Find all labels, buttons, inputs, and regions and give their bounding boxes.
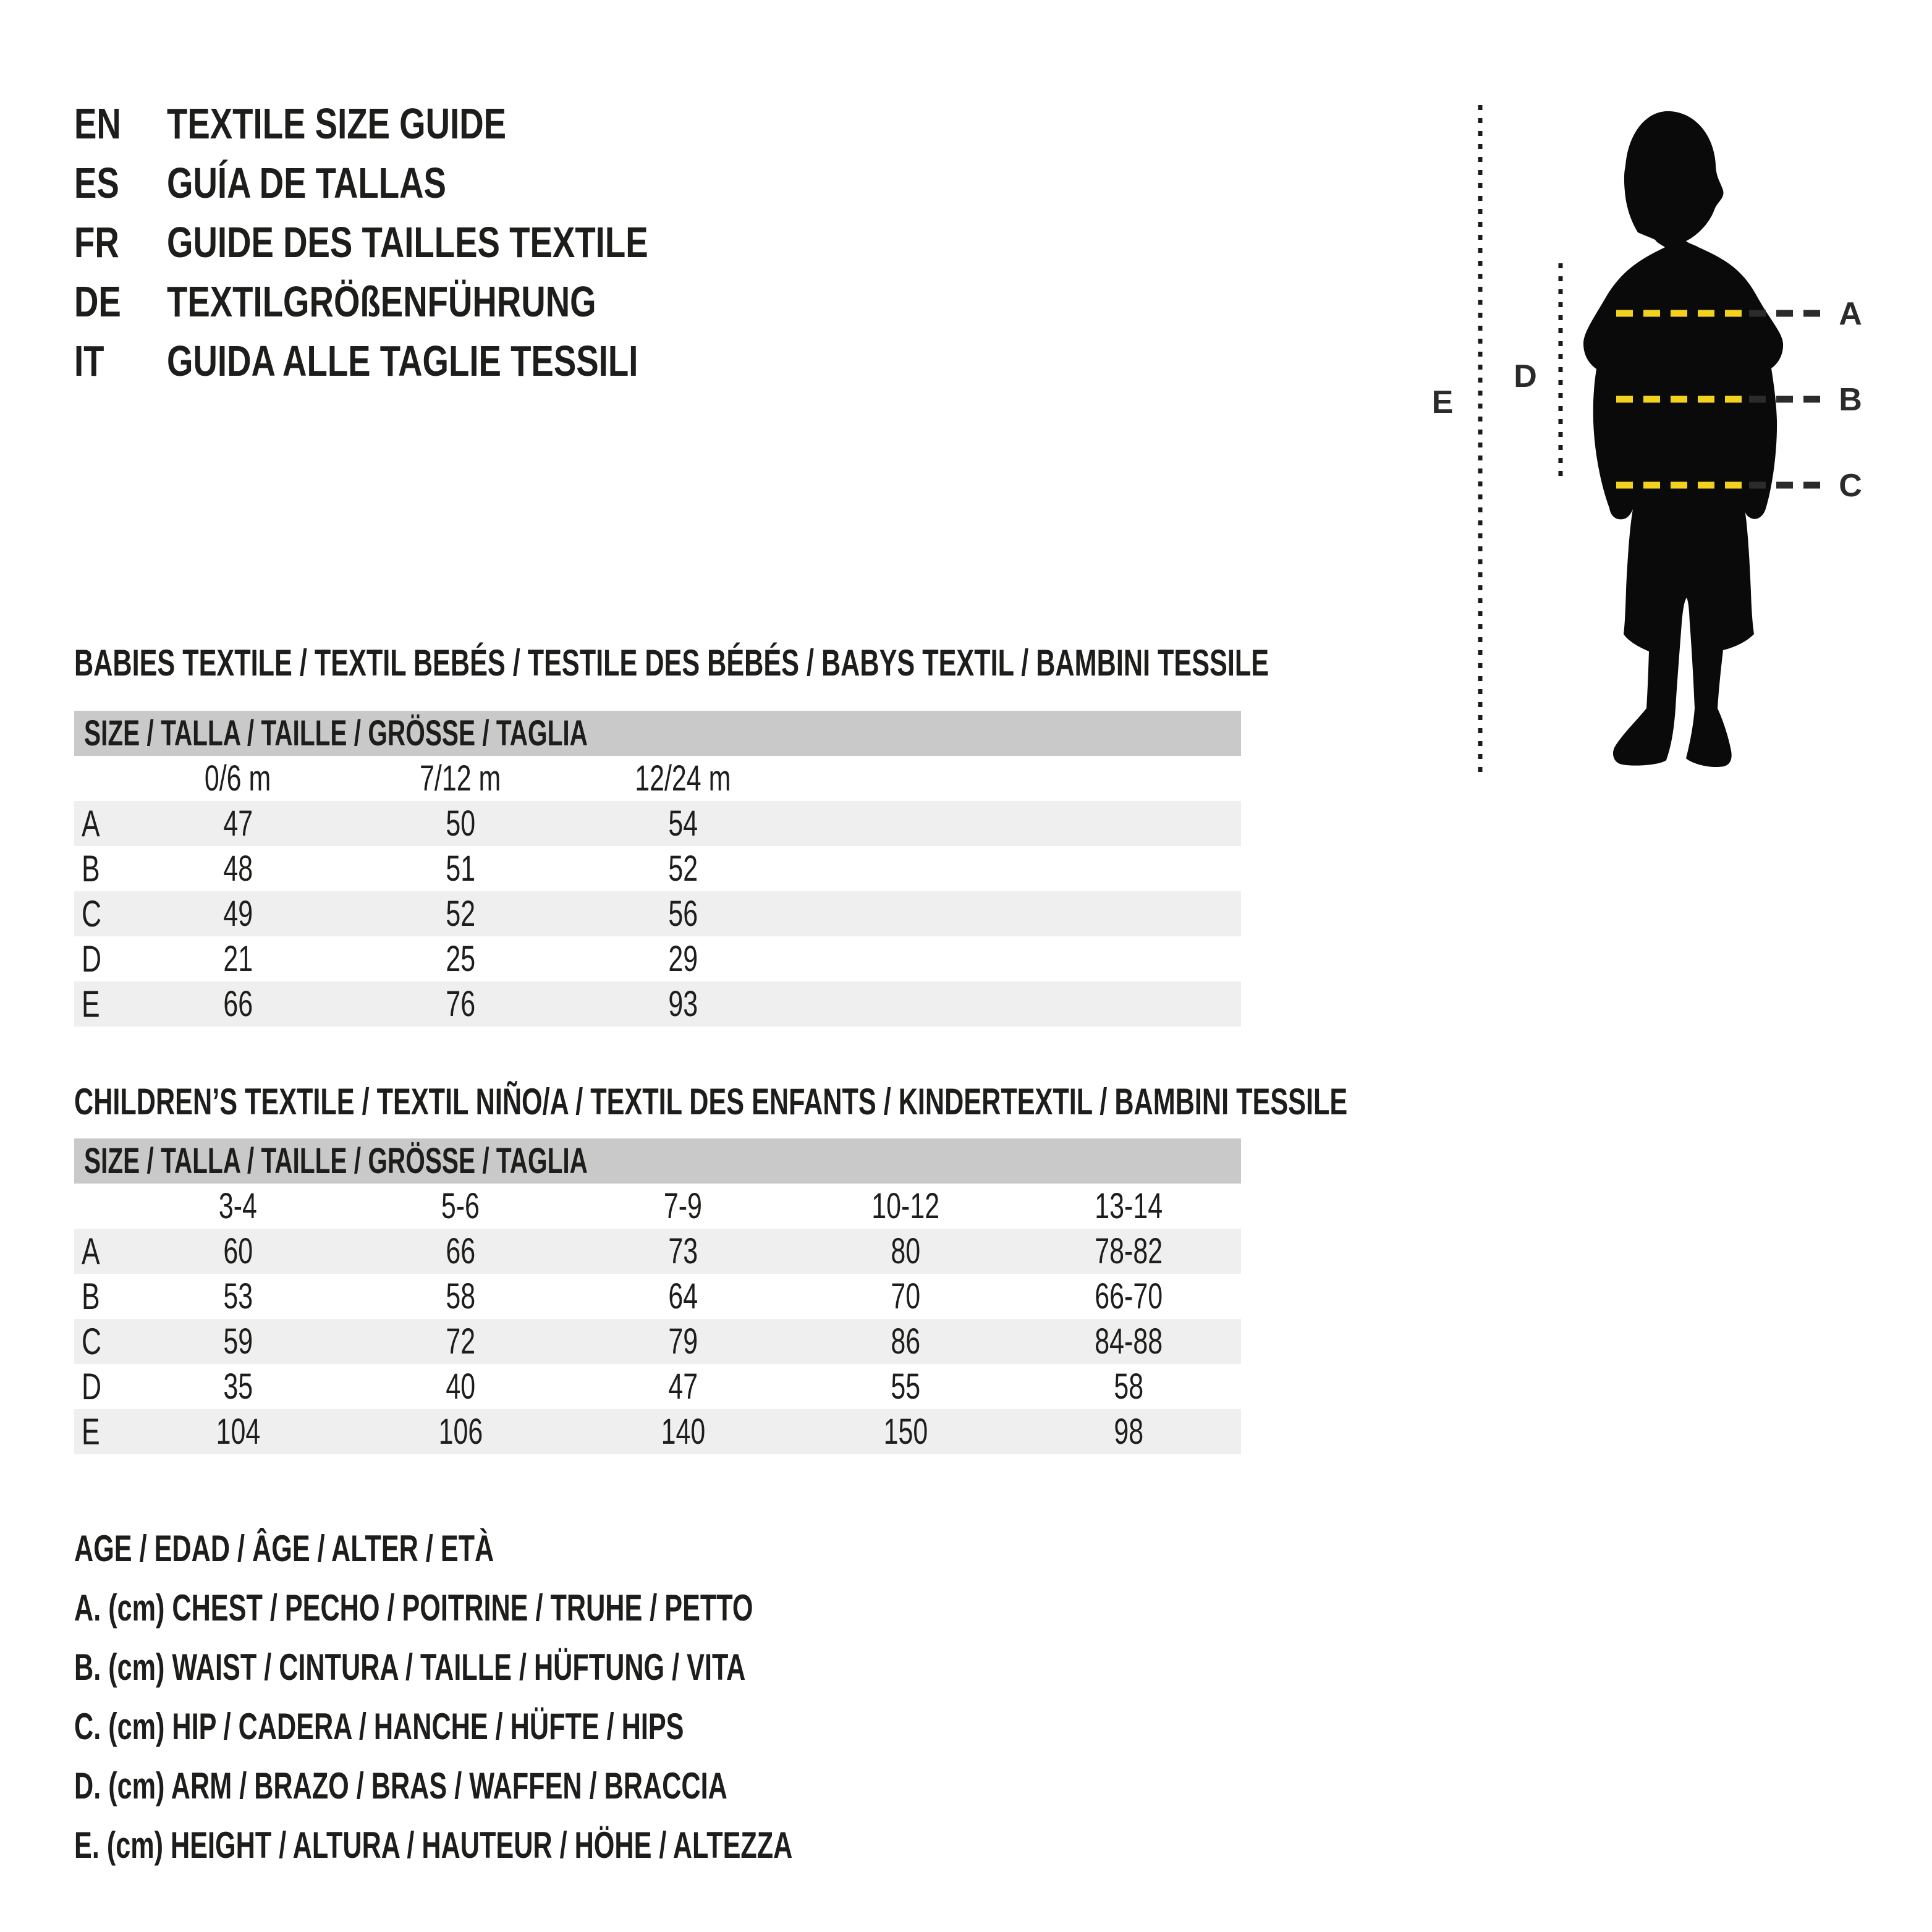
babies-table [74, 711, 1241, 1027]
value-cell [127, 891, 349, 936]
legend-line-text: E. (cm) HEIGHT / ALTURA / HAUTEUR / HÖHE / ALTEZZA [74, 1824, 793, 1866]
value-text: 59 [223, 1321, 253, 1362]
table-row [74, 801, 1241, 846]
language-list [74, 94, 784, 391]
value-cell [572, 1274, 794, 1319]
column-header-text: 7/12 m [420, 758, 501, 799]
value-cell [794, 1364, 1017, 1409]
legend-line [74, 1519, 1072, 1578]
row-label: E [82, 983, 100, 1025]
row-label-cell [74, 1409, 127, 1454]
value-text: 66 [223, 984, 253, 1024]
children-section-title [74, 1079, 1842, 1124]
value-cell [572, 801, 794, 846]
row-label: A [82, 803, 100, 844]
language-title-cell [167, 158, 525, 208]
value-cell [349, 981, 572, 1027]
value-cell [127, 801, 349, 846]
language-row [74, 94, 784, 153]
value-text: 150 [883, 1412, 928, 1452]
column-header [127, 756, 349, 801]
language-title-cell [167, 336, 771, 386]
column-header [572, 756, 794, 801]
value-text: 52 [446, 894, 475, 934]
value-cell [572, 846, 794, 891]
row-label-cell [74, 981, 127, 1027]
value-text: 21 [223, 939, 253, 979]
language-row [74, 331, 784, 391]
row-label-cell [74, 1319, 127, 1364]
value-text: 72 [446, 1321, 475, 1362]
legend-line-text: B. (cm) WAIST / CINTURA / TAILLE / HÜFTUNG / VITA [74, 1646, 746, 1688]
table-row [74, 1364, 1241, 1409]
value-text: 70 [891, 1276, 920, 1316]
value-cell [1017, 1364, 1241, 1409]
legend-line [74, 1697, 1072, 1756]
children-column-header-row [74, 1184, 1241, 1229]
column-header [572, 1184, 794, 1229]
language-row [74, 153, 784, 213]
column-header [349, 756, 572, 801]
legend-line-text: AGE / EDAD / ÂGE / ALTER / ETÀ [74, 1527, 494, 1569]
value-cell [1017, 1274, 1241, 1319]
column-header-text: 5-6 [441, 1186, 480, 1226]
value-text: 106 [438, 1412, 483, 1452]
language-code: IT [74, 337, 104, 385]
row-label-cell [74, 936, 127, 981]
babies-section-title-text: BABIES TEXTILE / TEXTIL BEBÉS / TESTILE DES BÉBÉS / BABYS TEXTIL / BAMBINI TESSILE [74, 642, 1269, 684]
table-row [74, 1319, 1241, 1364]
value-cell [127, 1274, 349, 1319]
column-header-text: 3-4 [218, 1186, 258, 1226]
measurement-diagram [1415, 56, 1932, 828]
value-text: 56 [668, 894, 698, 934]
table-row [74, 936, 1241, 981]
value-text: 35 [223, 1366, 253, 1407]
value-cell [127, 1364, 349, 1409]
language-title: GUIDA ALLE TAGLIE TESSILI [167, 337, 638, 385]
value-cell [127, 936, 349, 981]
row-label-cell [74, 1274, 127, 1319]
table-row [74, 1274, 1241, 1319]
value-text: 93 [668, 984, 698, 1024]
value-text: 60 [223, 1231, 253, 1271]
language-title-cell [167, 218, 784, 267]
children-size-header-bar [74, 1138, 1241, 1184]
value-cell [349, 801, 572, 846]
row-label: D [82, 938, 102, 980]
value-cell [794, 1409, 1017, 1454]
language-code-cell [74, 158, 167, 208]
value-cell [1017, 1229, 1241, 1274]
row-label-cell [74, 1364, 127, 1409]
babies-size-header-bar [74, 711, 1241, 756]
column-header-text: 13-14 [1095, 1186, 1163, 1226]
children-size-header-text: SIZE / TALLA / TAILLE / GRÖSSE / TAGLIA [84, 1141, 588, 1181]
value-text: 73 [668, 1231, 698, 1271]
value-text: 66-70 [1095, 1276, 1163, 1316]
table-row [74, 1409, 1241, 1454]
column-header-text: 10-12 [871, 1186, 939, 1226]
legend-line [74, 1756, 1072, 1815]
row-label: C [82, 1321, 102, 1362]
value-text: 51 [446, 849, 475, 889]
language-title-cell [167, 277, 718, 326]
value-cell [349, 846, 572, 891]
value-text: 48 [223, 849, 253, 889]
value-cell [349, 1274, 572, 1319]
column-header [794, 1184, 1017, 1229]
language-row [74, 213, 784, 272]
language-title-cell [167, 99, 602, 148]
value-cell [572, 1409, 794, 1454]
figure-label-d: D [1514, 358, 1537, 394]
value-cell [572, 981, 794, 1027]
row-label: A [82, 1231, 100, 1272]
value-text: 58 [446, 1276, 475, 1316]
children-table [74, 1138, 1241, 1454]
value-text: 54 [668, 803, 698, 844]
value-text: 76 [446, 984, 475, 1024]
value-text: 78-82 [1095, 1231, 1163, 1271]
figure-label-b: B [1839, 382, 1862, 418]
children-section-title-text: CHILDREN’S TEXTILE / TEXTIL NIÑO/A / TEXTIL DES ENFANTS / KINDERTEXTIL / BAMBINI TESSILE [74, 1080, 1348, 1122]
value-text: 140 [661, 1412, 705, 1452]
value-text: 47 [668, 1366, 698, 1407]
value-text: 80 [891, 1231, 920, 1271]
value-cell [127, 1229, 349, 1274]
babies-column-header-row [74, 756, 1241, 801]
value-text: 29 [668, 939, 698, 979]
value-cell [572, 1364, 794, 1409]
value-text: 64 [668, 1276, 698, 1316]
value-text: 98 [1114, 1412, 1144, 1452]
value-text: 86 [891, 1321, 920, 1362]
language-row [74, 272, 784, 331]
value-cell [572, 1229, 794, 1274]
language-code-cell [74, 218, 167, 267]
row-label: E [82, 1411, 100, 1452]
column-header-text: 7-9 [663, 1186, 703, 1226]
value-cell [127, 1319, 349, 1364]
language-title: GUIDE DES TAILLES TEXTILE [167, 218, 648, 266]
value-text: 53 [223, 1276, 253, 1316]
row-label: D [82, 1366, 102, 1407]
value-text: 52 [668, 849, 698, 889]
value-cell [572, 1319, 794, 1364]
column-header-text: 0/6 m [205, 758, 271, 799]
value-cell [1017, 1409, 1241, 1454]
row-label-cell [74, 846, 127, 891]
value-cell [794, 1274, 1017, 1319]
value-cell [349, 1409, 572, 1454]
legend-line-text: D. (cm) ARM / BRAZO / BRAS / WAFFEN / BRACCIA [74, 1765, 727, 1807]
legend-line-text: A. (cm) CHEST / PECHO / POITRINE / TRUHE / PETTO [74, 1587, 753, 1629]
value-cell [349, 1364, 572, 1409]
legend-list [74, 1519, 1072, 1875]
row-label: B [82, 848, 100, 889]
value-text: 49 [223, 894, 253, 934]
language-title: GUÍA DE TALLAS [167, 159, 446, 207]
value-text: 104 [216, 1412, 260, 1452]
row-label-cell [74, 891, 127, 936]
row-label-cell [74, 801, 127, 846]
measurement-diagram-svg [1415, 56, 1932, 828]
figure-label-c: C [1839, 468, 1862, 504]
language-title: TEXTILGRÖßENFÜHRUNG [167, 278, 596, 326]
legend-line [74, 1637, 1072, 1697]
column-header [1017, 1184, 1241, 1229]
figure-label-e: E [1431, 384, 1454, 420]
value-text: 55 [891, 1366, 920, 1407]
language-title: TEXTILE SIZE GUIDE [167, 100, 507, 148]
table-row [74, 891, 1241, 936]
language-code: ES [74, 159, 119, 207]
column-header [349, 1184, 572, 1229]
row-label-cell [74, 1229, 127, 1274]
value-text: 47 [223, 803, 253, 844]
legend-line [74, 1578, 1072, 1637]
value-text: 58 [1114, 1366, 1144, 1407]
value-cell [794, 1319, 1017, 1364]
value-cell [349, 1229, 572, 1274]
language-code-cell [74, 277, 167, 326]
legend-line [74, 1815, 1072, 1875]
value-cell [572, 936, 794, 981]
value-text: 25 [446, 939, 475, 979]
value-cell [572, 891, 794, 936]
language-code-cell [74, 99, 167, 148]
value-cell [127, 1409, 349, 1454]
figure-label-a: A [1839, 296, 1862, 332]
value-text: 66 [446, 1231, 475, 1271]
value-text: 50 [446, 803, 475, 844]
table-row [74, 846, 1241, 891]
value-cell [1017, 1319, 1241, 1364]
row-label: B [82, 1276, 100, 1317]
language-code: FR [74, 218, 119, 266]
corner-cell [74, 756, 127, 801]
value-cell [794, 1229, 1017, 1274]
value-cell [349, 1319, 572, 1364]
value-cell [127, 846, 349, 891]
value-cell [349, 891, 572, 936]
language-code-cell [74, 336, 167, 386]
value-text: 84-88 [1095, 1321, 1163, 1362]
value-cell [127, 981, 349, 1027]
table-row [74, 981, 1241, 1027]
legend-line-text: C. (cm) HIP / CADERA / HANCHE / HÜFTE / HIPS [74, 1705, 684, 1747]
column-header-text: 12/24 m [635, 758, 731, 799]
babies-section-title [74, 640, 1734, 685]
language-code: DE [74, 278, 121, 326]
column-header [127, 1184, 349, 1229]
row-label: C [82, 893, 102, 934]
table-row [74, 1229, 1241, 1274]
value-text: 79 [668, 1321, 698, 1362]
corner-cell [74, 1184, 127, 1229]
value-text: 40 [446, 1366, 475, 1407]
babies-size-header-text: SIZE / TALLA / TAILLE / GRÖSSE / TAGLIA [84, 713, 588, 753]
value-cell [349, 936, 572, 981]
language-code: EN [74, 100, 121, 148]
